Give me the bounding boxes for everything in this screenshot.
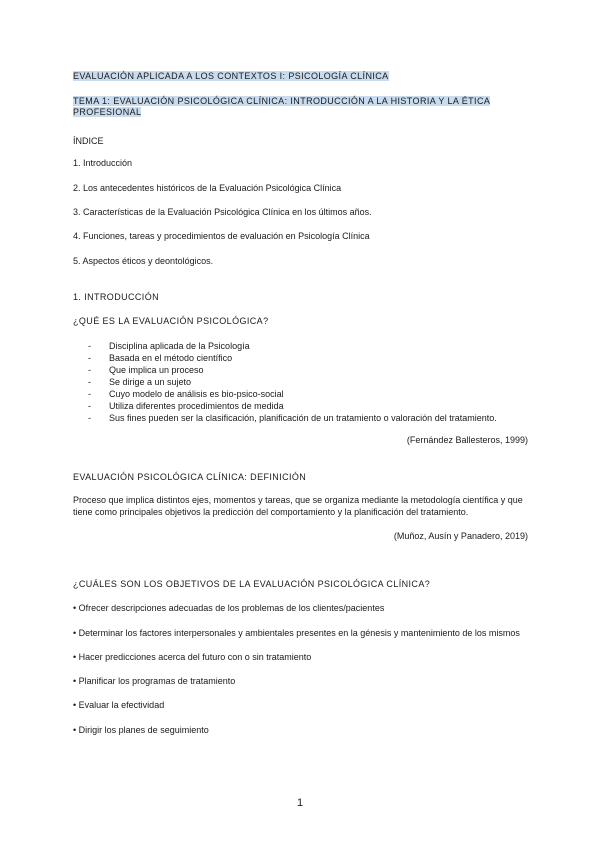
topic-title-text: TEMA 1: EVALUACIÓN PSICOLÓGICA CLÍNICA: INTRODUCCIÓN A LA HISTORIA Y LA ÉTICA PROFESIONAL [73,96,491,117]
objective-item: • Determinar los factores interpersonales y ambientales presentes en la génesis y mantenimiento de los mismos [73,628,520,638]
bullet-marker: - [88,377,91,387]
list-item-text: Cuyo modelo de análisis es bio-psico-social [109,389,284,399]
index-item: 4. Funciones, tareas y procedimientos de evaluación en Psicología Clínica [73,231,370,241]
index-item: 3. Características de la Evaluación Psicológica Clínica en los últimos años. [73,207,372,217]
list-item-text: Utiliza diferentes procedimientos de medida [109,401,284,411]
intro-bullet-list [88,340,497,424]
bullet-marker: - [88,365,91,375]
list-item-text: Se dirige a un sujeto [109,377,192,387]
list-item [88,400,497,412]
list-item [88,364,497,376]
list-item [88,340,497,352]
intro-heading: 1. INTRODUCCIÓN [73,292,160,302]
bullet-marker: - [88,401,91,411]
bullet-marker: - [88,341,91,351]
list-item [88,352,497,364]
objective-item: • Evaluar la efectividad [73,700,165,710]
definition-heading: EVALUACIÓN PSICOLÓGICA CLÍNICA: DEFINICIÓN [73,472,307,482]
objective-item: • Dirigir los planes de seguimiento [73,725,209,735]
definition-text: Proceso que implica distintos ejes, momentos y tareas, que se organiza mediante la metodología científica y que tiene como principales objetivos la predicción del comportamiento y la planificación del tratamiento. [73,495,523,517]
objective-item: • Planificar los programas de tratamiento [73,676,236,686]
list-item [88,388,497,400]
definition-citation: (Muñoz, Ausín y Panadero, 2019) [393,531,528,541]
course-title [73,71,389,82]
intro-citation: (Fernández Ballesteros, 1999) [406,435,528,445]
topic-title [73,96,533,118]
index-item: 2. Los antecedentes históricos de la Evaluación Psicológica Clínica [73,183,342,193]
list-item [88,412,497,424]
course-title-text: EVALUACIÓN APLICADA A LOS CONTEXTOS I: PSICOLOGÍA CLÍNICA [73,71,389,81]
index-item: 1. Introducción [73,158,133,168]
list-item [88,376,497,388]
index-item: 5. Aspectos éticos y deontológicos. [73,256,214,266]
objectives-heading: ¿CUÁLES SON LOS OBJETIVOS DE LA EVALUACIÓN PSICOLÓGICA CLÍNICA? [73,579,431,589]
objective-item: • Ofrecer descripciones adecuadas de los problemas de los clientes/pacientes [73,603,385,613]
page-number: 1 [296,797,304,809]
index-heading: ÍNDICE [73,136,104,146]
bullet-marker: - [88,413,91,423]
list-item-text: Disciplina aplicada de la Psicología [109,341,250,351]
objective-item: • Hacer predicciones acerca del futuro con o sin tratamiento [73,652,312,662]
intro-question: ¿QUÉ ES LA EVALUACIÓN PSICOLÓGICA? [73,316,269,326]
bullet-marker: - [88,353,91,363]
bullet-marker: - [88,389,91,399]
list-item-text: Que implica un proceso [109,365,204,375]
list-item-text: Basada en el método científico [109,353,233,363]
list-item-text: Sus fines pueden ser la clasificación, planificación de un tratamiento o valoración del tratamiento. [109,413,497,423]
